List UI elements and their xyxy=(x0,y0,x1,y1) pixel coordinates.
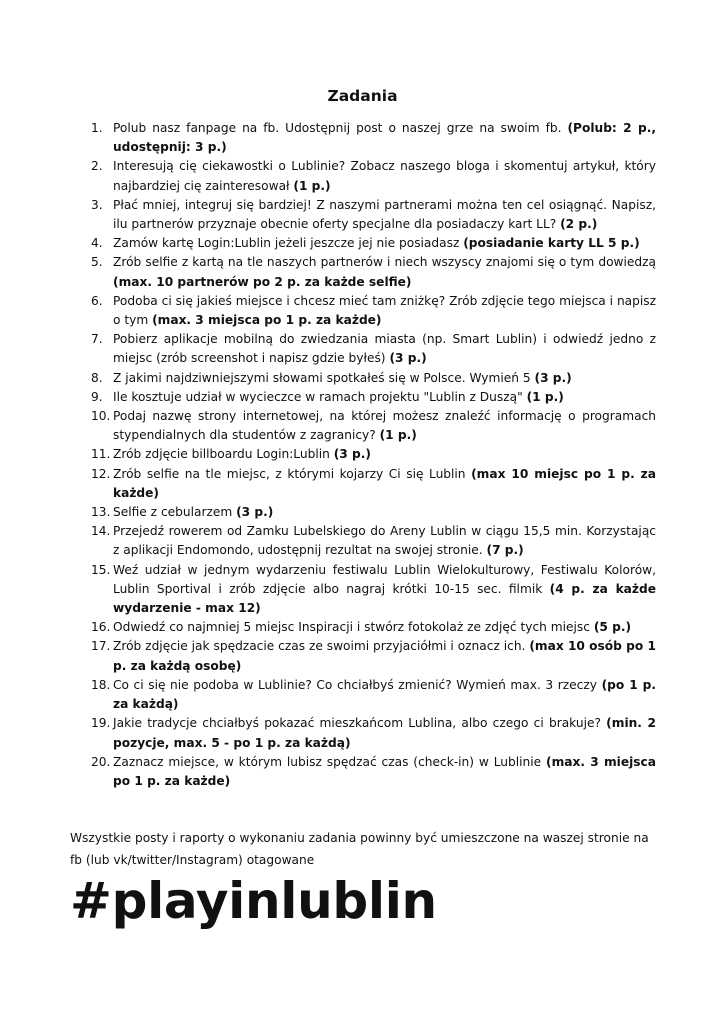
task-item xyxy=(70,407,656,445)
task-number: 11. xyxy=(91,447,111,462)
task-number: 8. xyxy=(91,370,103,385)
task-text: Odwiedź co najmniej 5 miejsc Inspiracji i stwórz fotokolaż ze zdjęć tych miejsc xyxy=(113,620,594,635)
task-points: (1 p.) xyxy=(293,178,331,193)
task-text: Zamów kartę Login:Lublin jeżeli jeszcze jej nie posiadasz xyxy=(113,236,464,251)
task-item xyxy=(70,714,656,752)
task-text: Zaznacz miejsce, w którym lubisz spędzać czas (check-in) w Lublinie xyxy=(113,754,547,769)
task-number: 3. xyxy=(91,197,103,212)
task-points: (5 p.) xyxy=(593,620,632,635)
task-item xyxy=(70,618,656,637)
task-points: (max. 10 partnerów po 2 p. za każde selfie) xyxy=(113,274,412,289)
task-number: 12. xyxy=(91,466,111,481)
task-number: 16. xyxy=(91,620,111,635)
task-number: 7. xyxy=(91,332,103,347)
task-item xyxy=(70,196,656,234)
task-item xyxy=(70,753,656,791)
task-points: (4 p. za każde wydarzenie - max 12) xyxy=(113,581,656,616)
task-number: 9. xyxy=(91,389,103,404)
task-points: (2 p.) xyxy=(560,217,598,232)
task-text: Podaj nazwę strony internetowej, na której możesz znaleźć informację o programach stypendialnych dla studentów z zagranicy? xyxy=(113,409,656,443)
task-text: Jakie tradycje chciałbyś pokazać mieszkańcom Lublina, albo czego ci brakuje? xyxy=(113,716,607,731)
task-item xyxy=(70,561,656,619)
task-points: (max. 3 miejsca po 1 p. za każde) xyxy=(113,754,656,788)
task-points: (1 p.) xyxy=(379,428,417,443)
task-text: Przejedź rowerem od Zamku Lubelskiego do Areny Lublin w ciągu 15,5 min. Korzystając z aplikacji Endomondo, udostępnij rezultat na swojej stronie. xyxy=(113,524,656,558)
task-number: 10. xyxy=(91,409,111,424)
task-item xyxy=(70,388,656,407)
hashtag: #playinlublin xyxy=(70,872,437,930)
task-item xyxy=(70,445,656,464)
task-points: (1 p.) xyxy=(526,389,564,404)
task-points: (posiadanie karty LL 5 p.) xyxy=(463,236,640,251)
task-text: Co ci się nie podoba w Lublinie? Co chciałbyś zmienić? Wymień max. 3 rzeczy xyxy=(113,677,602,692)
task-number: 17. xyxy=(91,639,111,654)
task-text: Zrób selfie na tle miejsc, z którymi kojarzy Ci się Lublin xyxy=(113,466,472,481)
task-item xyxy=(70,522,656,560)
task-text: Pobierz aplikacje mobilną do zwiedzania miasta (np. Smart Lublin) i odwiedź jedno z miejsc (zrób screenshot i napisz gdzie byłeś) xyxy=(113,332,656,366)
task-item xyxy=(70,676,656,714)
task-number: 19. xyxy=(91,716,111,731)
task-points: (max. 3 miejsca po 1 p. za każde) xyxy=(152,313,382,328)
task-text: Interesują cię ciekawostki o Lublinie? Zobacz naszego bloga i skomentuj artykuł, który najbardziej cię zainteresował xyxy=(113,159,656,193)
task-points: (3 p.) xyxy=(236,505,274,520)
task-points: (3 p.) xyxy=(534,370,572,385)
task-item xyxy=(70,330,656,368)
task-points: (Polub: 2 p., udostępnij: 3 p.) xyxy=(113,121,656,155)
task-text: Weź udział w jednym wydarzeniu festiwalu Lublin Wielokulturowy, Festiwalu Kolorów, Lublin Sportival i zrób zdjęcie albo nagraj krótki 10-15 sec. filmik xyxy=(113,562,656,596)
task-item xyxy=(70,119,656,157)
task-item xyxy=(70,234,656,253)
task-points: (7 p.) xyxy=(486,543,524,558)
task-points: (max 10 miejsc po 1 p. za każde) xyxy=(113,466,656,500)
task-item xyxy=(70,292,656,330)
task-text: Płać mniej, integruj się bardziej! Z naszymi partnerami można ten cel osiągnąć. Napisz, ilu partnerów przyznaje obecnie oferty specjalne dla posiadaczy kart LL? xyxy=(113,197,656,232)
task-item xyxy=(70,369,656,388)
task-text: Zrób zdjęcie jak spędzacie czas ze swoimi przyjaciółmi i oznacz ich. xyxy=(113,639,530,654)
task-text: Podoba ci się jakieś miejsce i chcesz mieć tam zniżkę? Zrób zdjęcie tego miejsca i napisz o tym xyxy=(113,293,656,328)
task-points: (3 p.) xyxy=(333,447,371,462)
task-item xyxy=(70,253,656,291)
task-number: 2. xyxy=(91,159,103,174)
task-text: Selfie z cebularzem xyxy=(113,505,237,520)
page-title: Zadania xyxy=(327,87,398,105)
task-number: 13. xyxy=(91,505,111,520)
task-number: 14. xyxy=(91,524,111,539)
task-number: 4. xyxy=(91,236,103,251)
task-text: Z jakimi najdziwniejszymi słowami spotkałeś się w Polsce. Wymień 5 xyxy=(113,370,535,385)
task-number: 18. xyxy=(91,677,111,692)
task-number: 20. xyxy=(91,754,111,769)
task-list xyxy=(70,119,656,791)
task-text: Polub nasz fanpage na fb. Udostępnij post o naszej grze na swoim fb. xyxy=(113,121,568,135)
task-item xyxy=(70,157,656,195)
task-points: (po 1 p. za każdą) xyxy=(113,677,656,712)
task-points: (3 p.) xyxy=(389,351,427,366)
task-number: 6. xyxy=(91,293,103,308)
task-points: (max 10 osób po 1 p. za każdą osobę) xyxy=(113,639,656,673)
task-text: Zrób selfie z kartą na tle naszych partnerów i niech wszyscy znajomi się o tym dowiedzą xyxy=(113,255,656,270)
task-item xyxy=(70,637,656,675)
task-number: 15. xyxy=(91,562,111,577)
task-points: (min. 2 pozycje, max. 5 - po 1 p. za każdą) xyxy=(113,716,656,750)
task-text: Ile kosztuje udział w wycieczce w ramach projektu "Lublin z Duszą" xyxy=(113,389,527,404)
task-item xyxy=(70,503,656,522)
task-text: Zrób zdjęcie billboardu Login:Lublin xyxy=(113,447,334,462)
task-number: 5. xyxy=(91,255,103,270)
footer-note: Wszystkie posty i raporty o wykonaniu zadania powinny być umieszczone na waszej stronie na fb (lub vk/twitter/Instagram) otagowane xyxy=(70,831,649,868)
task-item xyxy=(70,465,656,503)
task-number: 1. xyxy=(91,121,103,135)
